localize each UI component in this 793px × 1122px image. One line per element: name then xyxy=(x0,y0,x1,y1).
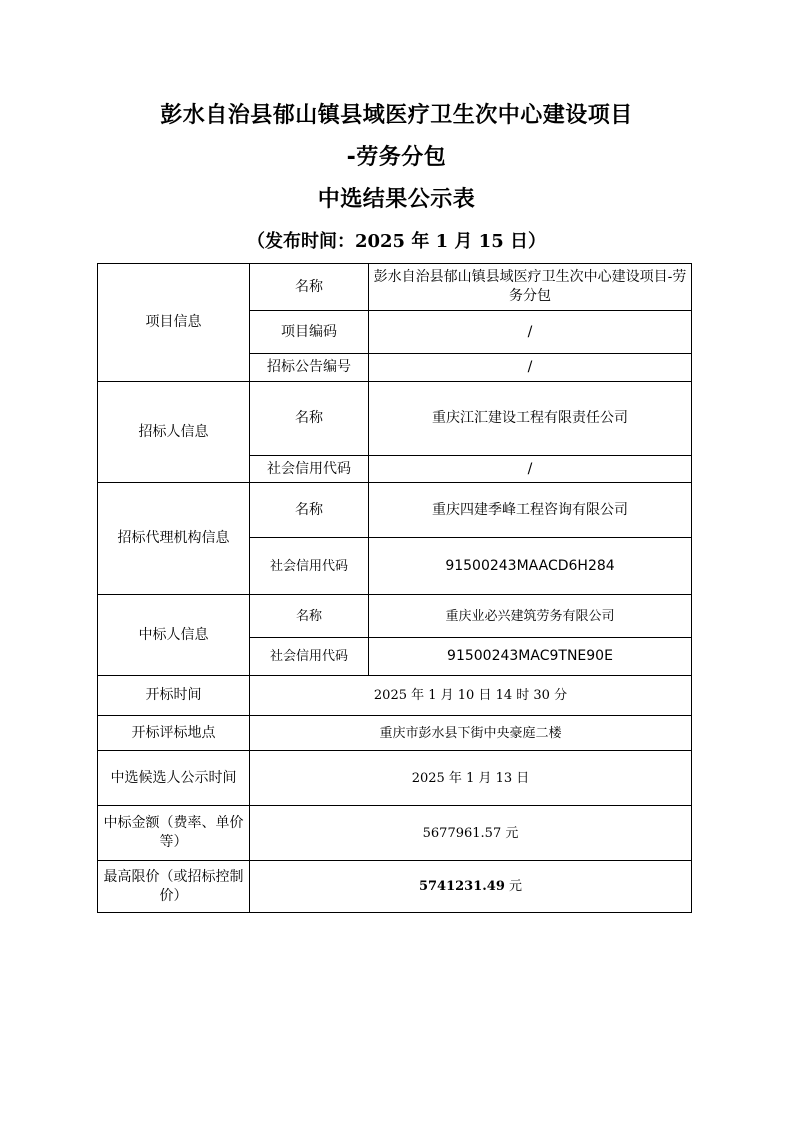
table-row xyxy=(98,264,692,311)
winner-credit-label: 社会信用代码 xyxy=(250,638,369,676)
table-row xyxy=(98,861,692,913)
publicity-time-value: 2025 年 1 月 13 日 xyxy=(250,751,692,806)
agency-credit-value: 91500243MAACD6H284 xyxy=(369,538,692,595)
winner-credit-value: 91500243MAC9TNE90E xyxy=(369,638,692,676)
winner-info-label: 中标人信息 xyxy=(98,595,250,676)
tenderer-info-label: 招标人信息 xyxy=(98,382,250,483)
max-price-unit: 元 xyxy=(504,879,523,894)
document-title-line2: -劳务分包 xyxy=(346,145,447,170)
agency-name-label: 名称 xyxy=(250,483,369,538)
project-code-value: / xyxy=(369,311,692,354)
table-row xyxy=(98,716,692,751)
tenderer-name-label: 名称 xyxy=(250,382,369,456)
tenderer-credit-label: 社会信用代码 xyxy=(250,456,369,483)
table-row xyxy=(98,751,692,806)
bid-amount-value: 5677961.57 元 xyxy=(250,806,692,861)
notice-number-value: / xyxy=(369,354,692,382)
table-row xyxy=(98,676,692,716)
max-price-number: 5741231.49 xyxy=(418,879,505,894)
table-row xyxy=(98,382,692,456)
agency-info-label: 招标代理机构信息 xyxy=(98,483,250,595)
winner-name-value: 重庆业必兴建筑劳务有限公司 xyxy=(369,595,692,638)
project-info-label: 项目信息 xyxy=(98,264,250,382)
result-table xyxy=(97,263,692,913)
project-name-label: 名称 xyxy=(250,264,369,311)
notice-number-label: 招标公告编号 xyxy=(250,354,369,382)
table-row xyxy=(98,483,692,538)
max-price-value xyxy=(250,861,692,913)
bid-amount-label: 中标金额（费率、单价等） xyxy=(98,806,250,861)
document-title-line3: 中选结果公示表 xyxy=(317,187,476,212)
tenderer-name-value: 重庆江汇建设工程有限责任公司 xyxy=(369,382,692,456)
agency-name-value: 重庆四建季峰工程咨询有限公司 xyxy=(369,483,692,538)
bid-location-label: 开标评标地点 xyxy=(98,716,250,751)
tenderer-credit-value: / xyxy=(369,456,692,483)
table-row xyxy=(98,806,692,861)
agency-credit-label: 社会信用代码 xyxy=(250,538,369,595)
publicity-time-label: 中选候选人公示时间 xyxy=(98,751,250,806)
publish-date: （发布时间：2025 年 1 月 15 日） xyxy=(246,231,546,252)
winner-name-label: 名称 xyxy=(250,595,369,638)
bid-open-time-label: 开标时间 xyxy=(98,676,250,716)
bid-open-time-value: 2025 年 1 月 10 日 14 时 30 分 xyxy=(250,676,692,716)
document-title-line1: 彭水自治县郁山镇县域医疗卫生次中心建设项目 xyxy=(160,103,633,128)
project-name-value: 彭水自治县郁山镇县域医疗卫生次中心建设项目-劳务分包 xyxy=(369,264,692,311)
max-price-label: 最高限价（或招标控制价） xyxy=(98,861,250,913)
table-row xyxy=(98,595,692,638)
project-code-label: 项目编码 xyxy=(250,311,369,354)
bid-location-value: 重庆市彭水县下街中央豪庭二楼 xyxy=(250,716,692,751)
